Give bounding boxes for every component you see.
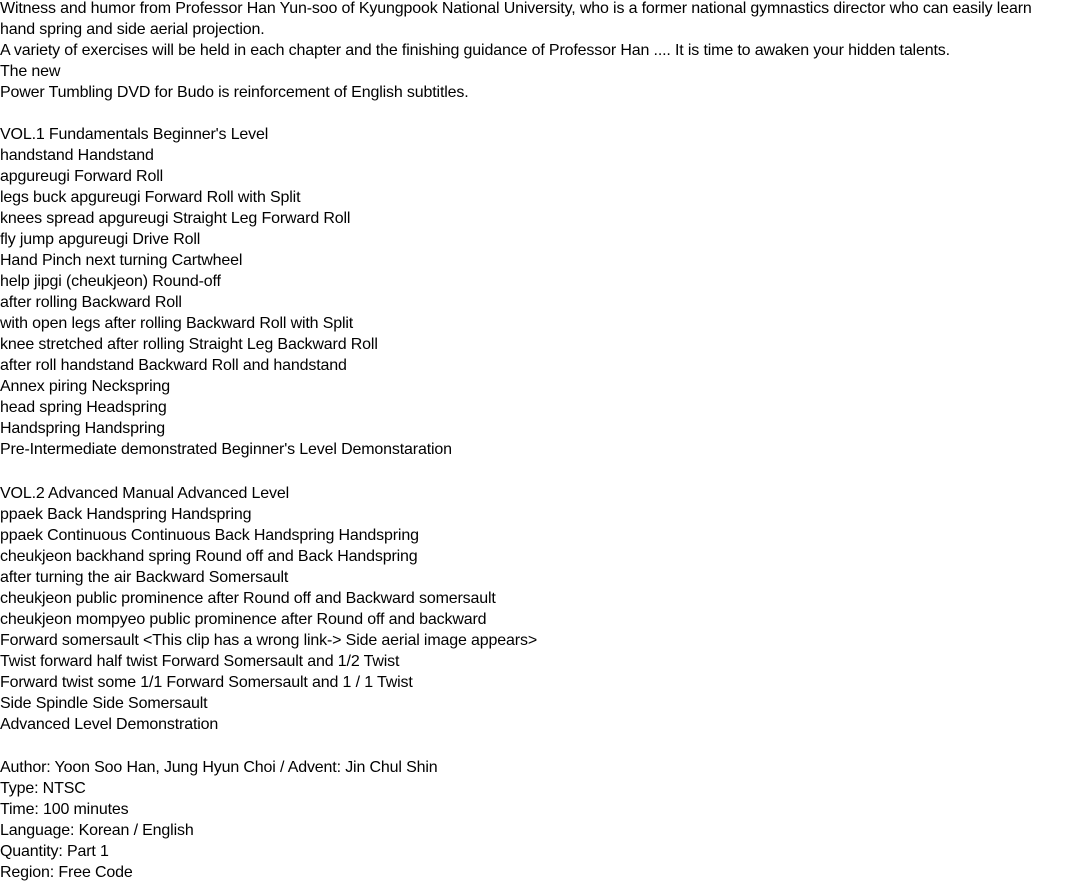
vol2-heading: VOL.2 Advanced Manual Advanced Level: [0, 485, 290, 502]
meta-author: Author: Yoon Soo Han, Jung Hyun Choi / Advent: Jin Chul Shin: [0, 759, 438, 776]
vol1-list-item: apgureugi Forward Roll: [0, 168, 164, 185]
meta-quantity: Quantity: Part 1: [0, 843, 109, 860]
meta-language: Language: Korean / English: [0, 822, 194, 839]
vol2-list-item: Advanced Level Demonstration: [0, 716, 219, 733]
vol1-list-item: Hand Pinch next turning Cartwheel: [0, 252, 243, 269]
vol2-list-item: Twist forward half twist Forward Somersault and 1/2 Twist: [0, 653, 400, 670]
vol1-list-item: after roll handstand Backward Roll and handstand: [0, 357, 347, 374]
vol1-list-item: with open legs after rolling Backward Roll with Split: [0, 315, 354, 332]
vol1-list-item: Pre-Intermediate demonstrated Beginner's Level Demonstaration: [0, 441, 452, 458]
intro-text-line: Witness and humor from Professor Han Yun-soo of Kyungpook National University, who is a former national gymnastics director who can easily learn: [0, 0, 1032, 17]
vol1-list-item: knees spread apgureugi Straight Leg Forward Roll: [0, 210, 351, 227]
vol2-list-item: after turning the air Backward Somersault: [0, 569, 289, 586]
vol1-list-item: knee stretched after rolling Straight Leg Backward Roll: [0, 336, 378, 353]
vol2-list-item: ppaek Continuous Continuous Back Handspring Handspring: [0, 527, 419, 544]
vol1-list-item: after rolling Backward Roll: [0, 294, 182, 311]
intro-text-line: hand spring and side aerial projection.: [0, 21, 265, 38]
meta-type: Type: NTSC: [0, 780, 86, 797]
meta-region: Region: Free Code: [0, 864, 133, 881]
vol1-list-item: help jipgi (cheukjeon) Round-off: [0, 273, 221, 290]
vol2-list-item: cheukjeon mompyeo public prominence after Round off and backward: [0, 611, 487, 628]
vol1-list-item: head spring Headspring: [0, 399, 167, 416]
vol1-heading: VOL.1 Fundamentals Beginner's Level: [0, 126, 269, 143]
intro-text-line: A variety of exercises will be held in each chapter and the finishing guidance of Professor Han .... It is time to awaken your hidden talents.: [0, 42, 950, 59]
vol2-list-item: cheukjeon backhand spring Round off and Back Handspring: [0, 548, 418, 565]
vol1-list-item: handstand Handstand: [0, 147, 154, 164]
vol2-list-item: Forward somersault <This clip has a wrong link-> Side aerial image appears>: [0, 632, 538, 649]
meta-time: Time: 100 minutes: [0, 801, 129, 818]
vol2-list-item: Side Spindle Side Somersault: [0, 695, 208, 712]
vol1-list-item: Annex piring Neckspring: [0, 378, 170, 395]
intro-text-line: Power Tumbling DVD for Budo is reinforcement of English subtitles.: [0, 84, 469, 101]
vol1-list-item: legs buck apgureugi Forward Roll with Split: [0, 189, 301, 206]
vol2-list-item: cheukjeon public prominence after Round off and Backward somersault: [0, 590, 496, 607]
vol1-list-item: Handspring Handspring: [0, 420, 165, 437]
intro-text-line: The new: [0, 63, 61, 80]
vol2-list-item: ppaek Back Handspring Handspring: [0, 506, 252, 523]
vol2-list-item: Forward twist some 1/1 Forward Somersault and 1 / 1 Twist: [0, 674, 413, 691]
vol1-list-item: fly jump apgureugi Drive Roll: [0, 231, 201, 248]
